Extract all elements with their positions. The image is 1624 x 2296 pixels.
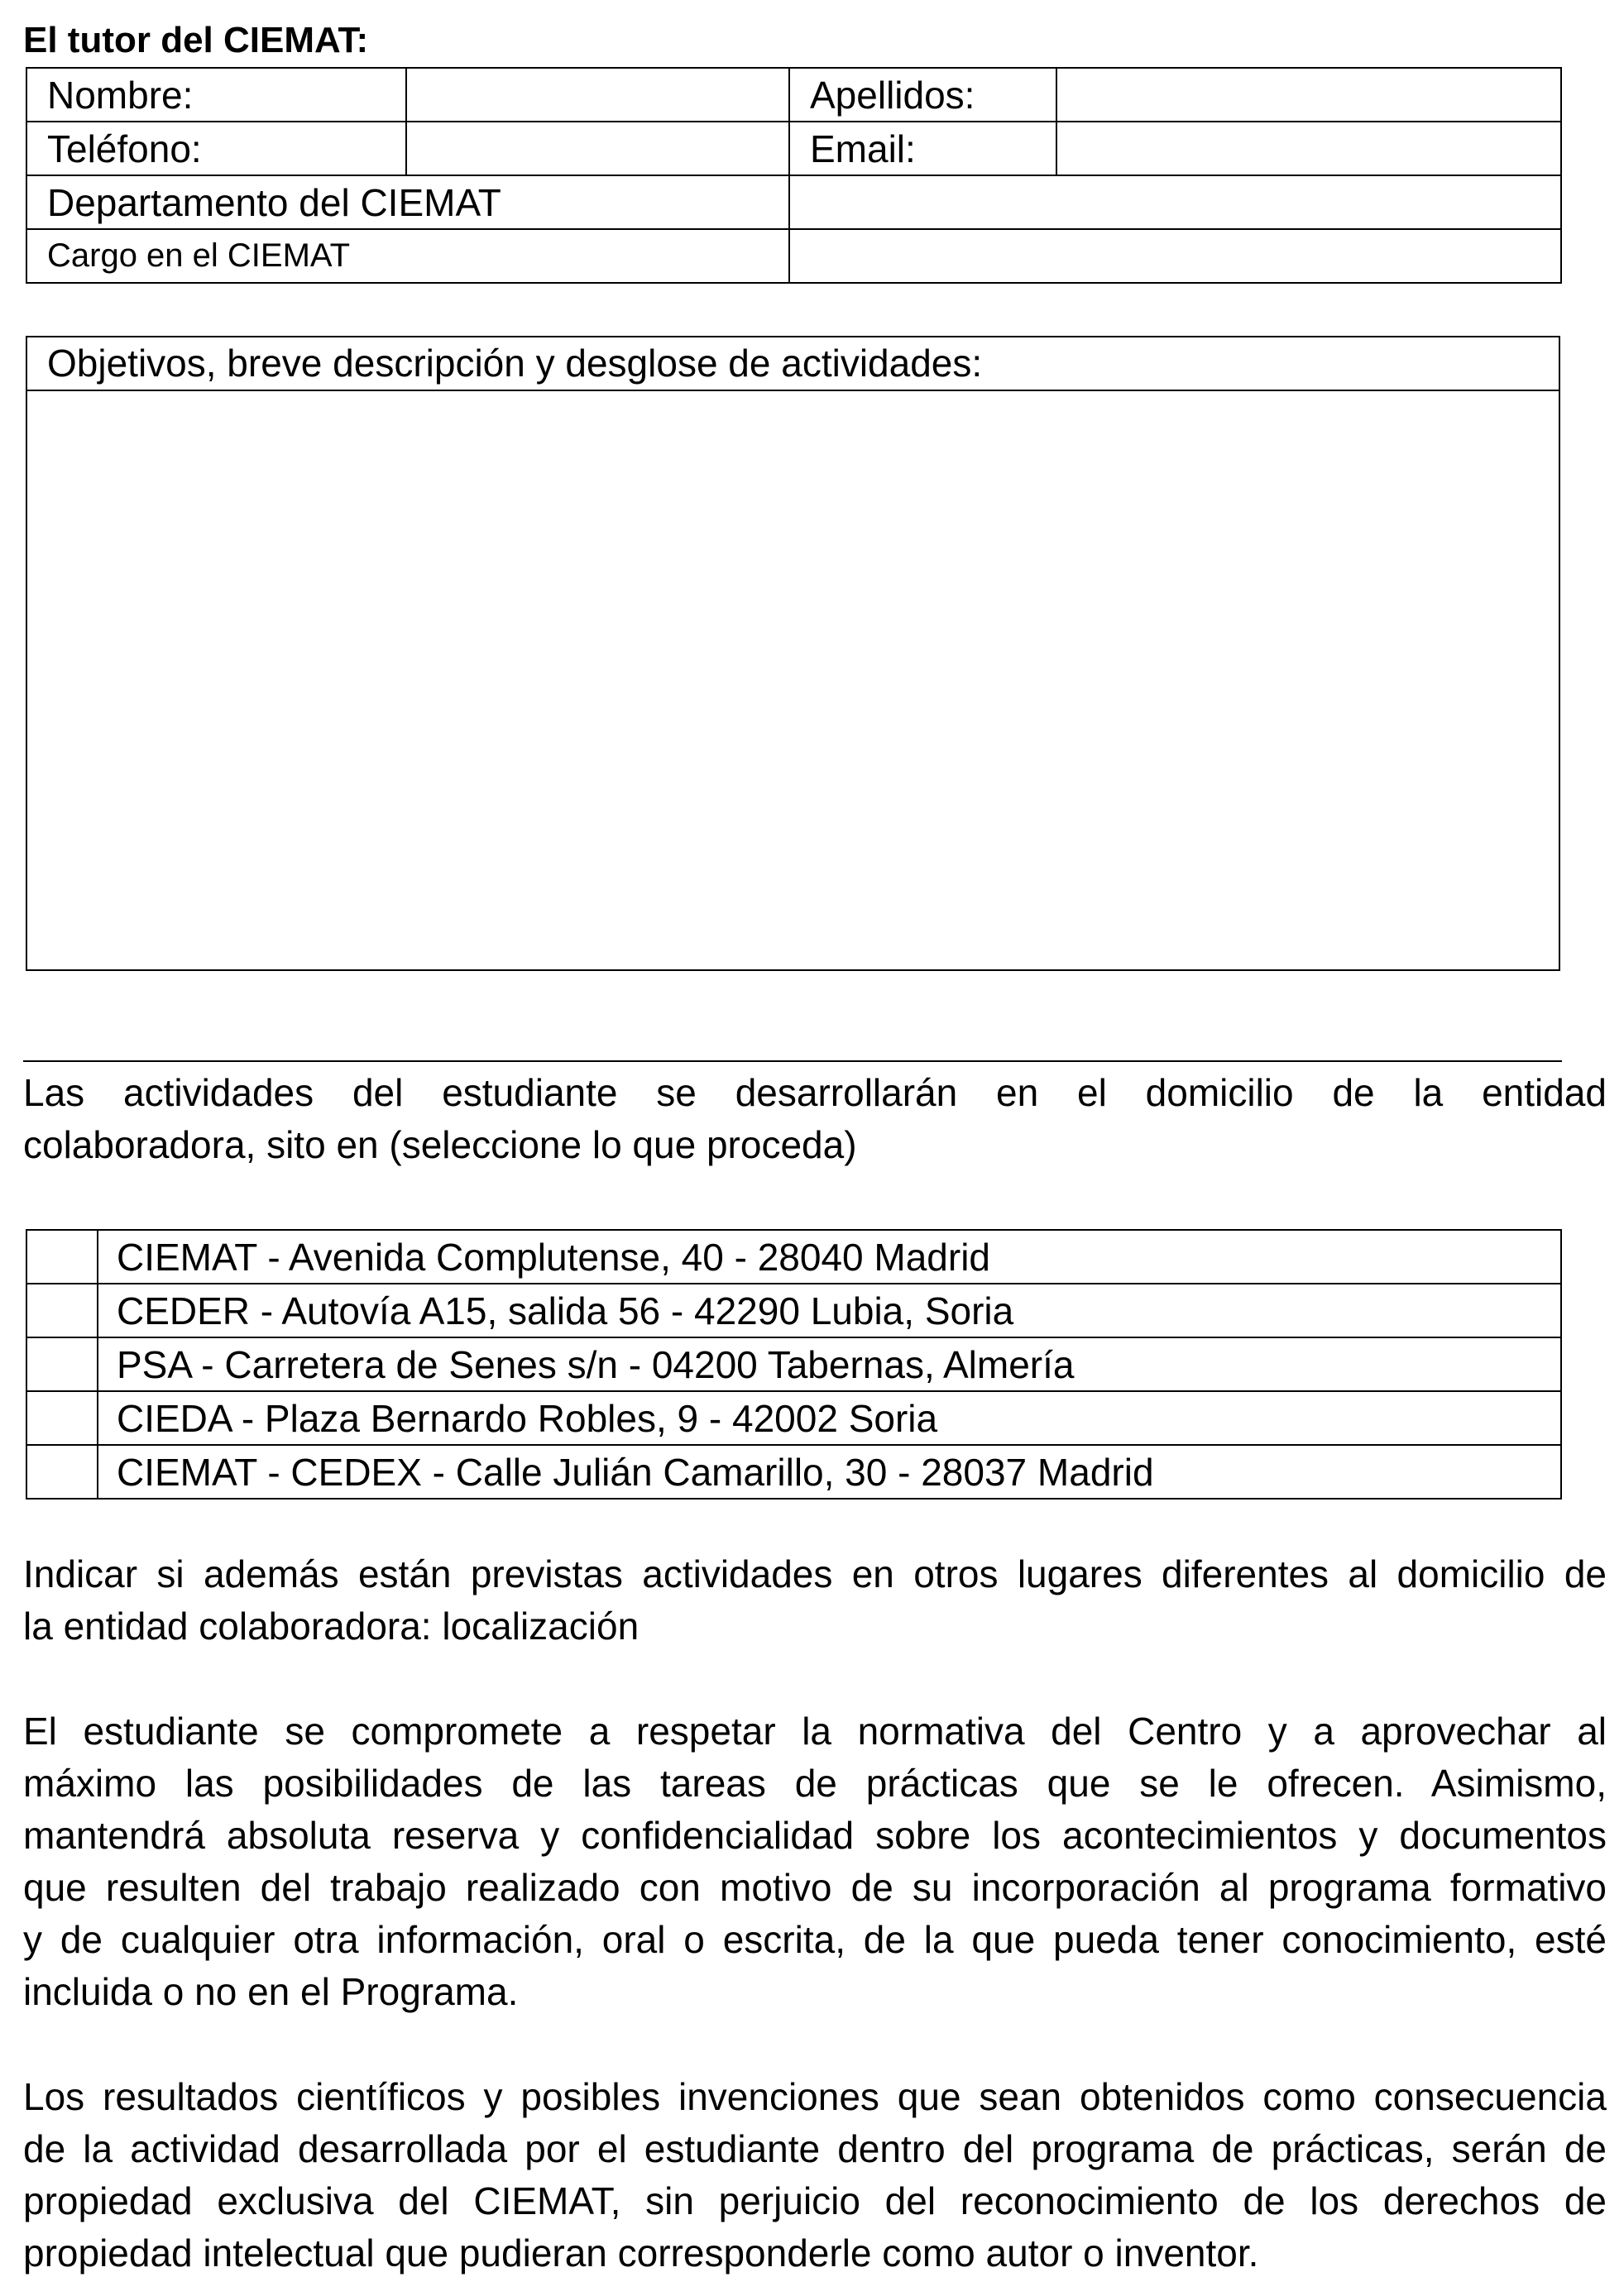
nombre-field[interactable] bbox=[406, 68, 789, 122]
nombre-label: Nombre: bbox=[26, 68, 406, 122]
objetivos-box bbox=[26, 336, 1560, 971]
email-field[interactable] bbox=[1056, 122, 1561, 175]
paragraph-line: colaboradora, sito en (seleccione lo que proceda) bbox=[23, 1123, 857, 1166]
paragraph-line: que resulten del trabajo realizado con motivo de su incorporación al programa formativo bbox=[23, 1866, 1607, 1909]
objetivos-field[interactable] bbox=[27, 391, 1559, 970]
apellidos-field[interactable] bbox=[1056, 68, 1561, 122]
table-row bbox=[26, 1445, 1561, 1499]
location-label: CIEDA - Plaza Bernardo Robles, 9 - 42002 Soria bbox=[98, 1391, 1561, 1445]
section-heading: El tutor del CIEMAT: bbox=[23, 20, 369, 60]
location-checkbox[interactable] bbox=[26, 1284, 98, 1337]
paragraph-line: El estudiante se compromete a respetar la normativa del Centro y a aprovechar al bbox=[23, 1710, 1607, 1753]
table-row bbox=[26, 68, 1561, 122]
locations-table bbox=[26, 1229, 1562, 1500]
location-label: CIEMAT - CEDEX - Calle Julián Camarillo, 30 - 28037 Madrid bbox=[98, 1445, 1561, 1499]
paragraph-line: de la actividad desarrollada por el estudiante dentro del programa de prácticas, serán de bbox=[23, 2127, 1607, 2170]
location-label: CEDER - Autovía A15, salida 56 - 42290 Lubia, Soria bbox=[98, 1284, 1561, 1337]
actividades-paragraph bbox=[23, 1067, 1607, 1171]
divider bbox=[23, 1060, 1562, 1062]
location-label: PSA - Carretera de Senes s/n - 04200 Tabernas, Almería bbox=[98, 1337, 1561, 1391]
paragraph-line: propiedad intelectual que pudieran corresponderle como autor o inventor. bbox=[23, 2231, 1259, 2274]
telefono-field[interactable] bbox=[406, 122, 789, 175]
paragraph-line: propiedad exclusiva del CIEMAT, sin perjuicio del reconocimiento de los derechos de bbox=[23, 2179, 1607, 2222]
paragraph-line: máximo las posibilidades de las tareas de prácticas que se le ofrecen. Asimismo, bbox=[23, 1762, 1607, 1805]
paragraph-line: Indicar si además están previstas actividades en otros lugares diferentes al domicilio de bbox=[23, 1552, 1607, 1595]
table-row bbox=[26, 1337, 1561, 1391]
location-checkbox[interactable] bbox=[26, 1337, 98, 1391]
location-checkbox[interactable] bbox=[26, 1445, 98, 1499]
table-row bbox=[26, 1284, 1561, 1337]
paragraph-line: Las actividades del estudiante se desarrollarán en el domicilio de la entidad bbox=[23, 1071, 1607, 1114]
table-row bbox=[26, 175, 1561, 229]
table-row bbox=[26, 229, 1561, 283]
otros-lugares-paragraph bbox=[23, 1548, 1607, 1653]
paragraph-line: la entidad colaboradora: localización bbox=[23, 1605, 640, 1648]
paragraph-line: mantendrá absoluta reserva y confidencialidad sobre los acontecimientos y documentos bbox=[23, 1814, 1607, 1857]
table-row bbox=[26, 122, 1561, 175]
paragraph-line: Los resultados científicos y posibles invenciones que sean obtenidos como consecuencia bbox=[23, 2075, 1607, 2118]
table-row bbox=[26, 1230, 1561, 1284]
paragraph-line: y de cualquier otra información, oral o escrita, de la que pueda tener conocimiento, esté bbox=[23, 1918, 1607, 1961]
location-checkbox[interactable] bbox=[26, 1230, 98, 1284]
cargo-field[interactable] bbox=[789, 229, 1561, 283]
departamento-field[interactable] bbox=[789, 175, 1561, 229]
objetivos-label: Objetivos, breve descripción y desglose de actividades: bbox=[27, 337, 1559, 391]
departamento-label: Departamento del CIEMAT bbox=[26, 175, 789, 229]
compromiso-paragraph bbox=[23, 1705, 1607, 2018]
location-checkbox[interactable] bbox=[26, 1391, 98, 1445]
resultados-paragraph bbox=[23, 2071, 1607, 2279]
table-row bbox=[26, 1391, 1561, 1445]
email-label: Email: bbox=[789, 122, 1056, 175]
cargo-label: Cargo en el CIEMAT bbox=[26, 229, 789, 283]
paragraph-line: incluida o no en el Programa. bbox=[23, 1970, 519, 2013]
location-label: CIEMAT - Avenida Complutense, 40 - 28040 Madrid bbox=[98, 1230, 1561, 1284]
tutor-table bbox=[26, 67, 1562, 284]
apellidos-label: Apellidos: bbox=[789, 68, 1056, 122]
telefono-label: Teléfono: bbox=[26, 122, 406, 175]
